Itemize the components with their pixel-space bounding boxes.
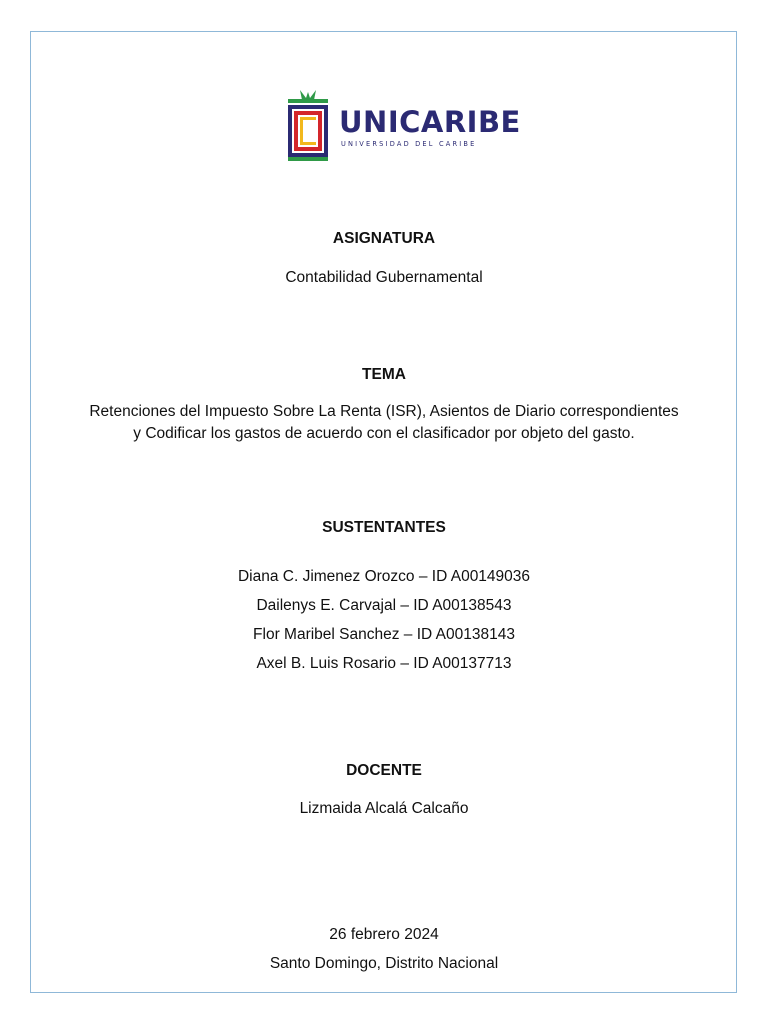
footer-date: 26 febrero 2024 — [329, 926, 439, 943]
tema-line-2: y Codificar los gastos de acuerdo con el clasificador por objeto del gasto. — [133, 425, 635, 442]
sustentante-item: Dailenys E. Carvajal – ID A00138543 — [256, 597, 512, 614]
sustentante-item: Axel B. Luis Rosario – ID A00137713 — [256, 655, 512, 672]
unicaribe-logo — [284, 86, 521, 162]
sustentante-item: Flor Maribel Sanchez – ID A00138143 — [253, 626, 515, 643]
page-border — [30, 31, 737, 993]
asignatura-heading: ASIGNATURA — [332, 230, 436, 247]
sustentante-item: Diana C. Jimenez Orozco – ID A00149036 — [237, 568, 531, 585]
footer-place: Santo Domingo, Distrito Nacional — [269, 955, 499, 972]
sustentantes-heading: SUSTENTANTES — [322, 519, 446, 536]
docente-value: Lizmaida Alcalá Calcaño — [299, 800, 469, 817]
tema-heading: TEMA — [362, 366, 406, 383]
unicaribe-emblem-icon — [284, 86, 332, 162]
logo-tagline: UNIVERSIDAD DEL CARIBE — [341, 140, 477, 148]
docente-heading: DOCENTE — [346, 762, 422, 779]
logo-wordmark: UNICARIBE — [339, 105, 521, 139]
tema-line-1: Retenciones del Impuesto Sobre La Renta (ISR), Asientos de Diario correspondientes — [89, 403, 679, 420]
asignatura-value: Contabilidad Gubernamental — [285, 269, 483, 286]
